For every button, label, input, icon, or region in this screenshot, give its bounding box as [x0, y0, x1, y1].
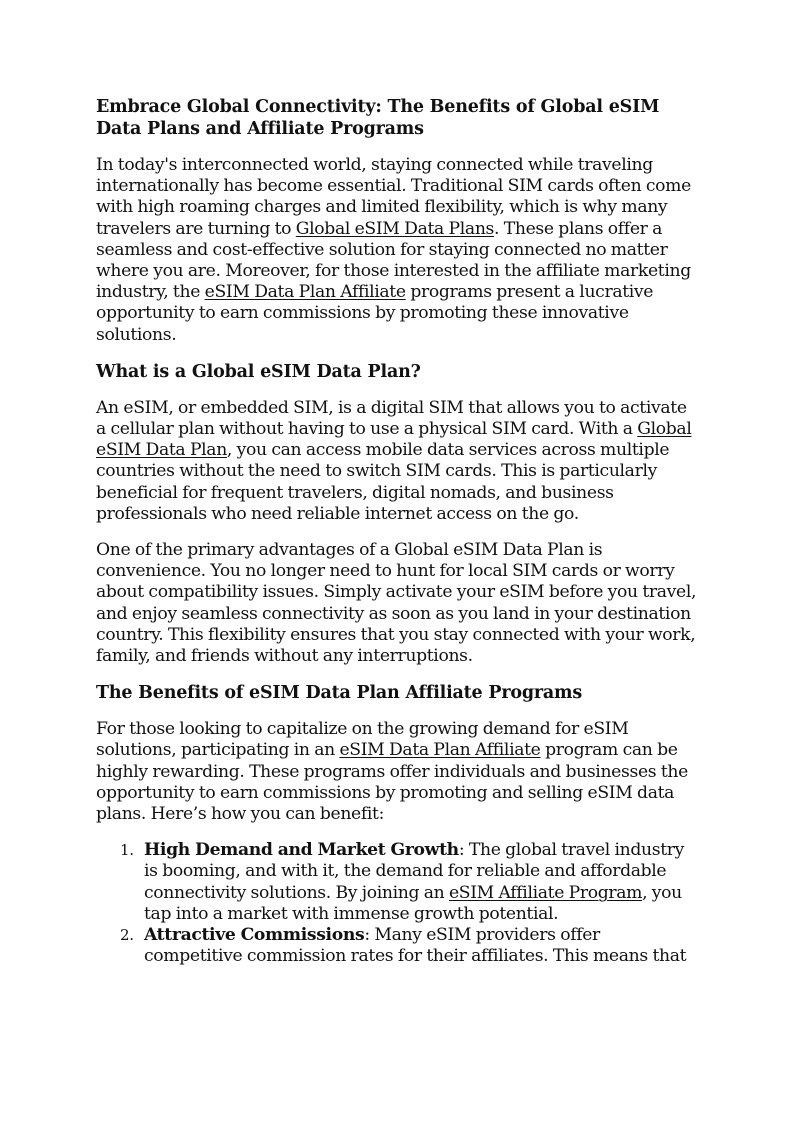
global-esim-data-plan-link[interactable]: Global eSIM Data Plan	[96, 419, 692, 461]
section-heading-what-is: What is a Global eSIM Data Plan?	[96, 361, 421, 382]
list-item-text-1: : Many eSIM providers offer competitive commission rates for their affiliates. This means that	[144, 925, 687, 967]
esim-data-plan-affiliate-link-2[interactable]: eSIM Data Plan Affiliate	[339, 740, 541, 761]
list-item-bold: High Demand and Market Growth	[144, 840, 459, 861]
list-item-number: 1.	[120, 841, 134, 860]
intro-paragraph	[96, 155, 700, 346]
global-esim-data-plans-link[interactable]: Global eSIM Data Plans	[295, 218, 495, 239]
list-item-bold: Attractive Commissions	[144, 925, 365, 946]
section1-p1-text-1: An eSIM, or embedded SIM, is a digital SIM that allows you to activate a cellular plan without having to use a physical SIM card. With a	[96, 397, 687, 440]
section-heading-benefits: The Benefits of eSIM Data Plan Affiliate Programs	[96, 683, 583, 704]
esim-affiliate-program-link[interactable]: eSIM Affiliate Program	[448, 882, 643, 903]
section1-paragraph-2: One of the primary advantages of a Global eSIM Data Plan is convenience. You no longer need to hunt for local SIM cards or worry about compatibility issues. Simply activate your eSIM before you travel, and enjoy seamless connectivity as soon as you land in your destination country. This flexibility ensures that you stay connected with your work, family, and friends without any interruptions.	[96, 540, 697, 667]
benefits-list	[96, 840, 700, 967]
esim-data-plan-affiliate-link[interactable]: eSIM Data Plan Affiliate	[204, 282, 406, 303]
list-item	[96, 840, 700, 925]
list-item	[96, 925, 700, 967]
document-page	[96, 96, 700, 968]
section1-paragraph-1	[96, 398, 700, 525]
list-item-text-2: , you tap into a market with immense growth potential.	[144, 882, 682, 924]
list-item-number: 2.	[120, 926, 134, 945]
section1-p1-text-2: , you can access mobile data services across multiple countries without the need to switch SIM cards. This is particularly beneficial for frequent travelers, digital nomads, and business professionals who need reliable internet access on the go.	[96, 440, 670, 524]
section2-paragraph-1	[96, 719, 700, 825]
intro-text-2: . These plans offer a seamless and cost-effective solution for staying connected no matter where you are. Moreover, for those interested in the affiliate marketing industry, the	[96, 218, 691, 303]
section2-p1-text-1: For those looking to capitalize on the growing demand for eSIM solutions, participating in an	[96, 719, 629, 761]
list-item-text-1: : The global travel industry is booming, and with it, the demand for reliable and affordable connectivity solutions. By joining an	[144, 840, 685, 903]
intro-text-3: programs present a lucrative opportunity to earn commissions by promoting these innovative solutions.	[96, 282, 654, 345]
section2-p1-text-2: program can be highly rewarding. These programs offer individuals and businesses the opportunity to earn commissions by promoting and selling eSIM data plans. Here’s how you can benefit:	[96, 740, 688, 825]
intro-text-1: In today's interconnected world, staying connected while traveling internationally has become essential. Traditional SIM cards often come with high roaming charges and limited flexibility, which is why many travelers are turning to	[96, 155, 691, 239]
document-title: Embrace Global Connectivity: The Benefits of Global eSIM Data Plans and Affiliate Programs	[96, 97, 660, 139]
